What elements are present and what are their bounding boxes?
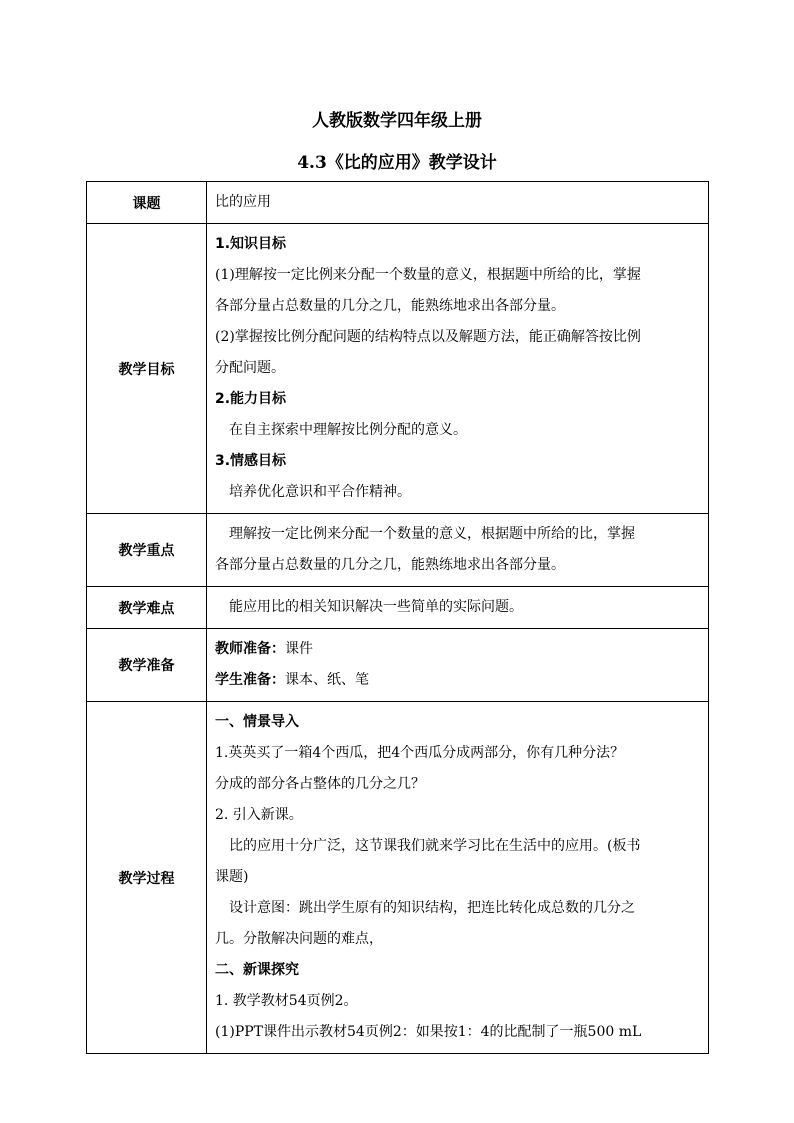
objectives-cell bbox=[207, 224, 709, 514]
process-s2-item-1: 1. 教学教材54页例2。 bbox=[215, 993, 358, 1009]
key-points-cell bbox=[207, 514, 709, 587]
section-2-heading: 二、新课探究 bbox=[215, 962, 299, 978]
row-key-points bbox=[87, 514, 709, 587]
preparation-label: 教学准备 bbox=[87, 629, 207, 702]
process-q1-line-b: 分成的部分各占整体的几分之几？ bbox=[215, 776, 425, 792]
process-intro-line-a: 比的应用十分广泛，这节课我们就来学习比在生活中的应用。(板书 bbox=[229, 838, 641, 854]
row-process bbox=[87, 702, 709, 1054]
section-1-heading: 一、情景导入 bbox=[215, 714, 299, 730]
process-label: 教学过程 bbox=[87, 702, 207, 1054]
student-preparation-label: 学生准备： bbox=[215, 672, 285, 688]
process-design-line-b: 几。分散解决问题的难点， bbox=[215, 931, 383, 947]
process-design-line-a: 设计意图：跳出学生原有的知识结构，把连比转化成总数的几分之 bbox=[229, 900, 635, 916]
process-q2: 2. 引入新课。 bbox=[215, 807, 303, 823]
difficulty-cell bbox=[207, 587, 709, 629]
teacher-preparation-value: 课件 bbox=[285, 641, 313, 657]
ability-heading: 2.能力目标 bbox=[215, 391, 287, 407]
key-points-line-2: 各部分量占总数量的几分之几，能熟练地求出各部分量。 bbox=[215, 557, 565, 573]
document-title: 人教版数学四年级上册 bbox=[312, 111, 482, 131]
row-objectives bbox=[87, 224, 709, 514]
document-subtitle: 4.3《比的应用》教学设计 bbox=[297, 153, 497, 173]
difficulty-label: 教学难点 bbox=[87, 587, 207, 629]
lesson-plan-table bbox=[86, 181, 709, 1054]
row-topic bbox=[87, 182, 709, 224]
process-cell bbox=[207, 702, 709, 1054]
topic-value-cell bbox=[207, 182, 709, 224]
objectives-label: 教学目标 bbox=[87, 224, 207, 514]
topic-value: 比的应用 bbox=[215, 194, 271, 210]
student-preparation-value: 课本、纸、笔 bbox=[285, 672, 369, 688]
knowledge-item-2b: 分配问题。 bbox=[215, 360, 285, 376]
difficulty-text: 能应用比的相关知识解决一些简单的实际问题。 bbox=[229, 599, 523, 615]
knowledge-item-1a: (1)理解按一定比例来分配一个数量的意义，根据题中所给的比，掌握 bbox=[215, 267, 641, 283]
knowledge-heading: 1.知识目标 bbox=[215, 236, 287, 252]
row-difficulty bbox=[87, 587, 709, 629]
row-preparation bbox=[87, 629, 709, 702]
key-points-label: 教学重点 bbox=[87, 514, 207, 587]
process-s2-item-2: (1)PPT课件出示教材54页例2：如果按1：4的比配制了一瓶500 mL bbox=[215, 1024, 642, 1040]
topic-label: 课题 bbox=[87, 182, 207, 224]
ability-text: 在自主探索中理解按比例分配的意义。 bbox=[229, 422, 467, 438]
emotion-text: 培养优化意识和平合作精神。 bbox=[229, 484, 411, 500]
knowledge-item-2a: (2)掌握按比例分配问题的结构特点以及解题方法，能正确解答按比例 bbox=[215, 329, 641, 345]
emotion-heading: 3.情感目标 bbox=[215, 453, 287, 469]
process-intro-line-b: 课题) bbox=[215, 869, 249, 885]
key-points-line-1: 理解按一定比例来分配一个数量的意义，根据题中所给的比，掌握 bbox=[229, 526, 635, 542]
student-preparation bbox=[215, 665, 703, 696]
knowledge-item-1b: 各部分量占总数量的几分之几，能熟练地求出各部分量。 bbox=[215, 298, 565, 314]
process-q1-line-a: 1.英英买了一箱4个西瓜，把4个西瓜分成两部分，你有几种分法？ bbox=[215, 745, 625, 761]
teacher-preparation-label: 教师准备： bbox=[215, 641, 285, 657]
teacher-preparation bbox=[215, 634, 703, 665]
preparation-cell bbox=[207, 629, 709, 702]
